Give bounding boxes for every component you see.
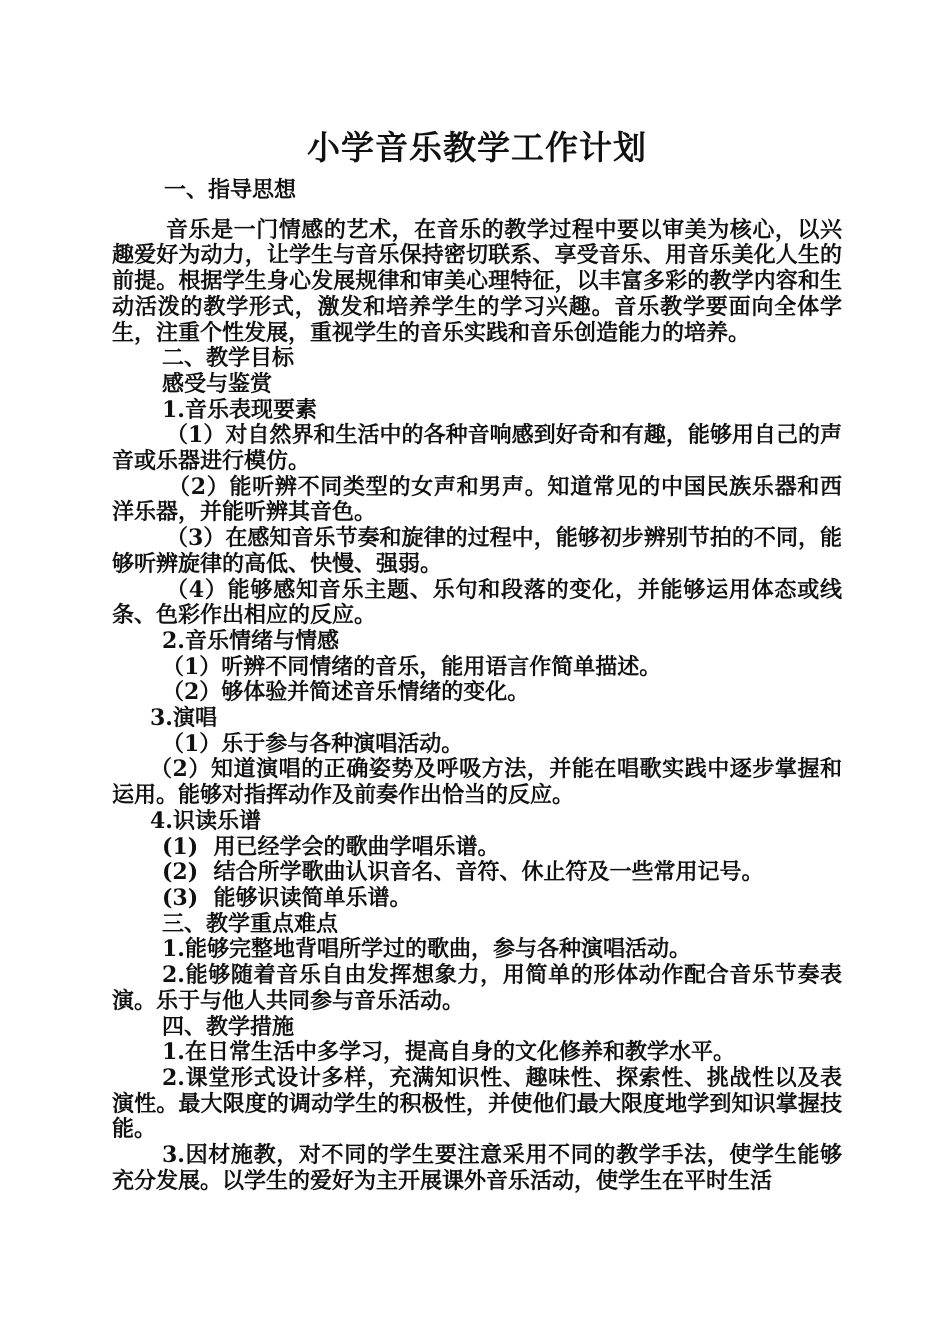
section-heading-guiding-ideology: 一、指导思想 bbox=[164, 177, 297, 203]
subheading-singing: 3.演唱 bbox=[150, 705, 217, 732]
item-music-elements-2: （2）能听辨不同类型的女声和男声。知道常见的中国民族乐器和西洋乐器，并能听辨其音色。 bbox=[112, 473, 842, 526]
item-music-elements-3: （3）在感知音乐节奏和旋律的过程中，能够初步辨别节拍的不同，能够听辨旋律的高低、快慢、强弱。 bbox=[112, 525, 842, 577]
item-measures-2: 2.课堂形式设计多样，充满知识性、趣味性、探索性、挑战性以及表演性。最大限度的调动学生的积极性，并使他们最大限度地学到知识掌握技能。 bbox=[112, 1064, 842, 1143]
document-page bbox=[112, 128, 842, 1194]
item-music-emotion-1: （1）听辨不同情绪的音乐，能用语言作简单描述。 bbox=[162, 653, 662, 680]
subheading-music-emotion: 2.音乐情绪与情感 bbox=[162, 627, 339, 654]
subheading-reading-scores: 4.识读乐谱 bbox=[150, 807, 261, 834]
item-measures-1: 1.在日常生活中多学习，提高自身的文化修养和教学水平。 bbox=[162, 1039, 735, 1066]
item-key-points-2: 2.能够随着音乐自由发挥想象力，用简单的形体动作配合音乐节奏表演。乐于与他人共同参与音乐活动。 bbox=[112, 962, 842, 1014]
item-music-emotion-2: （2）够体验并简述音乐情绪的变化。 bbox=[162, 679, 530, 706]
item-measures-3: 3.因材施教，对不同的学生要注意采用不同的教学手法，使学生能够充分发展。以学生的爱好为主开展课外音乐活动，使学生在平时生活 bbox=[112, 1142, 842, 1194]
subheading-appreciation: 感受与鉴赏 bbox=[162, 370, 273, 397]
document-title: 小学音乐教学工作计划 bbox=[307, 128, 647, 167]
paragraph-guiding-ideology: 音乐是一门情感的艺术，在音乐的教学过程中要以审美为核心，以兴趣爱好为动力，让学生与音乐保持密切联系、享受音乐、用音乐美化人生的前提。根据学生身心发展规律和审美心理特征，以丰富多彩的教学内容和生动活泼的教学形式，激发和培养学生的学习兴趣。音乐教学要面向全体学生，注重个性发展，重视学生的音乐实践和音乐创造能力的培养。 bbox=[112, 216, 842, 346]
item-music-elements-1: （1）对自然界和生活中的各种音响感到好奇和有趣，能够用自己的声音或乐器进行模仿。 bbox=[112, 422, 842, 475]
section-heading-key-points: 三、教学重点难点 bbox=[162, 910, 339, 937]
item-reading-scores-3: (3) 能够识读简单乐谱。 bbox=[162, 884, 412, 911]
item-singing-1: （1）乐于参与各种演唱活动。 bbox=[162, 730, 464, 757]
item-reading-scores-2: (2) 结合所学歌曲认识音名、音符、休止符及一些常用记号。 bbox=[162, 859, 764, 886]
item-key-points-1: 1.能够完整地背唱所学过的歌曲，参与各种演唱活动。 bbox=[162, 936, 691, 963]
section-heading-measures: 四、教学措施 bbox=[162, 1013, 295, 1040]
subheading-music-elements: 1.音乐表现要素 bbox=[162, 396, 317, 423]
item-singing-2: （2）知道演唱的正确姿势及呼吸方法，并能在唱歌实践中逐步掌握和运用。能够对指挥动作及前奏作出恰当的反应。 bbox=[112, 756, 842, 809]
item-reading-scores-1: (1) 用已经学会的歌曲学唱乐谱。 bbox=[162, 833, 500, 860]
section-heading-teaching-goals: 二、教学目标 bbox=[162, 345, 295, 372]
item-music-elements-4: （4）能够感知音乐主题、乐句和段落的变化，并能够运用体态或线条、色彩作出相应的反应。 bbox=[112, 576, 842, 629]
